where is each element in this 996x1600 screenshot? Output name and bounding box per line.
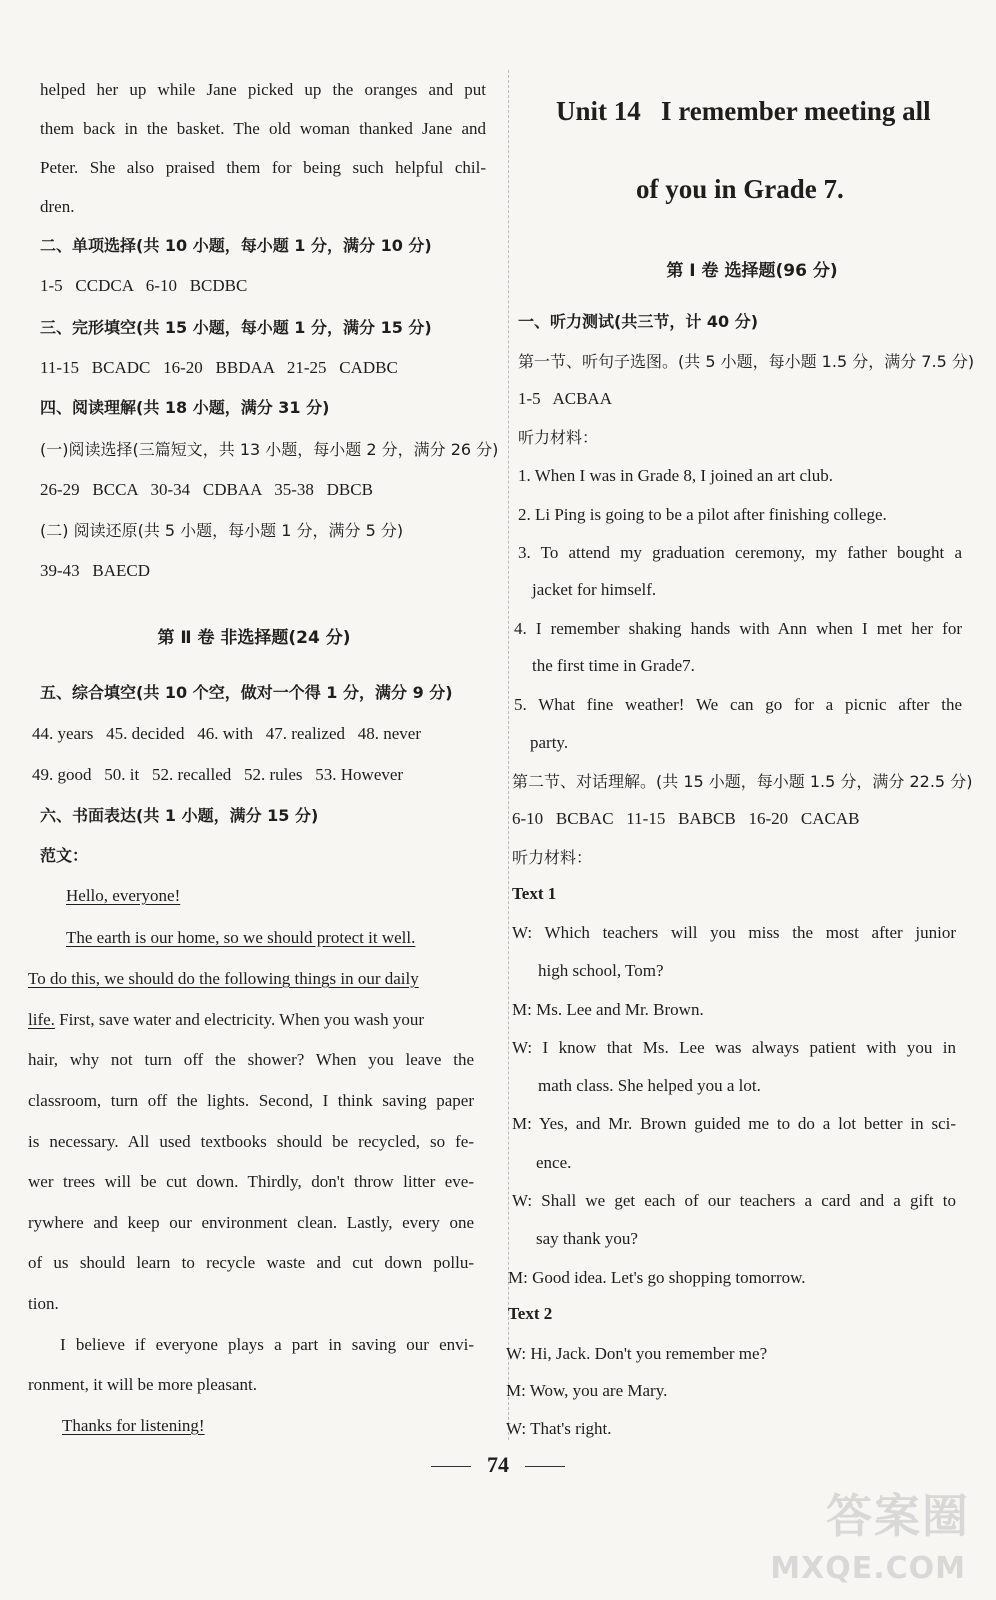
subsection-heading: 第二节、对话理解。(共 15 小题，每小题 1.5 分，满分 22.5 分) xyxy=(512,772,973,791)
essay-line: hair, why not turn off the shower? When you leave the xyxy=(28,1050,474,1069)
dialogue-line-continued: say thank you? xyxy=(536,1229,638,1248)
dialogue-line: W: Hi, Jack. Don't you remember me? xyxy=(506,1344,768,1363)
answer-line: 49. good 50. it 52. recalled 52. rules 53. However xyxy=(32,765,404,784)
sample-essay-label: 范文： xyxy=(40,846,89,865)
story-text-line: helped her up while Jane picked up the oranges and put xyxy=(40,80,486,99)
essay-line: ronment, it will be more pleasant. xyxy=(28,1375,257,1394)
watermark-bottom-text: MXQE.COM xyxy=(770,1551,966,1586)
dash-left xyxy=(431,1466,471,1467)
essay-line xyxy=(28,1010,424,1030)
essay-closing: Thanks for listening! xyxy=(62,1416,205,1435)
listening-material-label: 听力材料： xyxy=(518,428,599,447)
essay-line: classroom, turn off the lights. Second, I think saving paper xyxy=(28,1091,474,1110)
text-label: Text 2 xyxy=(508,1304,553,1323)
listening-item: 1. When I was in Grade 8, I joined an art club. xyxy=(518,466,834,485)
answer-line: 1-5 CCDCA 6-10 BCDBC xyxy=(40,276,248,295)
unit-title-continued: of you in Grade 7. xyxy=(636,174,844,204)
essay-line: wer trees will be cut down. Thirdly, don't throw litter eve- xyxy=(28,1172,474,1191)
dialogue-line: M: Ms. Lee and Mr. Brown. xyxy=(512,1000,704,1019)
listening-item-continued: jacket for himself. xyxy=(532,580,657,599)
story-text-line: Peter. She also praised them for being such helpful chil- xyxy=(40,158,486,177)
section-heading-single-choice: 二、单项选择(共 10 小题，每小题 1 分，满分 10 分) xyxy=(40,236,432,255)
answer-line: 11-15 BCADC 16-20 BBDAA 21-25 CADBC xyxy=(40,358,398,377)
essay-line: of us should learn to recycle waste and cut down pollu- xyxy=(28,1253,474,1272)
dialogue-line-continued: ence. xyxy=(536,1153,572,1172)
page-number xyxy=(0,1452,996,1478)
part-title: 第 Ⅱ 卷 非选择题(24 分) xyxy=(157,628,351,648)
watermark-logo xyxy=(770,1480,970,1590)
essay-line: tion. xyxy=(28,1294,59,1313)
answer-line: 26-29 BCCA 30-34 CDBAA 35-38 DBCB xyxy=(40,480,373,499)
dash-right xyxy=(525,1466,565,1467)
dialogue-line: W: Which teachers will you miss the most after junior xyxy=(512,923,956,942)
answer-line: 1-5 ACBAA xyxy=(518,389,612,408)
dialogue-line: M: Good idea. Let's go shopping tomorrow. xyxy=(508,1268,806,1287)
answer-line: 39-43 BAECD xyxy=(40,561,151,580)
answer-line: 44. years 45. decided 46. with 47. realized 48. never xyxy=(32,724,421,743)
page-number-text: 74 xyxy=(487,1452,509,1477)
part-title: 第 Ⅰ 卷 选择题(96 分) xyxy=(666,261,838,281)
essay-line: I believe if everyone plays a part in saving our envi- xyxy=(60,1335,474,1354)
section-heading-listening: 一、听力测试(共三节，计 40 分) xyxy=(518,312,759,331)
essay-line: To do this, we should do the following things in our daily xyxy=(28,969,419,988)
essay-line-rest: First, save water and electricity. When you wash your xyxy=(54,1010,425,1029)
dialogue-line: W: I know that Ms. Lee was always patient with you in xyxy=(512,1038,956,1057)
dialogue-line: M: Yes, and Mr. Brown guided me to do a lot better in sci- xyxy=(512,1114,956,1133)
story-text-line: them back in the basket. The old woman thanked Jane and xyxy=(40,119,486,138)
listening-item: 2. Li Ping is going to be a pilot after finishing college. xyxy=(518,505,887,524)
listening-item: 4. I remember shaking hands with Ann when I met her for xyxy=(514,619,962,638)
dialogue-line-continued: math class. She helped you a lot. xyxy=(538,1076,761,1095)
text-label: Text 1 xyxy=(512,884,557,903)
dialogue-line-continued: high school, Tom? xyxy=(538,961,664,980)
listening-material-label: 听力材料： xyxy=(512,848,593,867)
watermark-top-text: 答案圈 xyxy=(826,1489,970,1543)
essay-line: rywhere and keep our environment clean. Lastly, every one xyxy=(28,1213,474,1232)
unit-title: Unit 14 I remember meeting all xyxy=(556,96,931,126)
answer-line: 6-10 BCBAC 11-15 BABCB 16-20 CACAB xyxy=(512,809,860,828)
section-heading-cloze: 三、完形填空(共 15 小题，每小题 1 分，满分 15 分) xyxy=(40,318,432,337)
essay-line: is necessary. All used textbooks should be recycled, so fe- xyxy=(28,1132,474,1151)
listening-item-continued: the first time in Grade7. xyxy=(532,656,695,675)
subsection-heading: (二) 阅读还原(共 5 小题，每小题 1 分，满分 5 分) xyxy=(40,521,404,540)
listening-item: 3. To attend my graduation ceremony, my father bought a xyxy=(518,543,962,562)
dialogue-line: W: That's right. xyxy=(506,1419,612,1438)
essay-line: The earth is our home, so we should protect it well. xyxy=(66,928,416,947)
section-heading-writing: 六、书面表达(共 1 小题，满分 15 分) xyxy=(40,806,319,825)
listening-item-continued: party. xyxy=(530,733,569,752)
dialogue-line: W: Shall we get each of our teachers a card and a gift to xyxy=(512,1191,956,1210)
essay-underlined-word: life. xyxy=(28,1010,55,1029)
section-heading-reading: 四、阅读理解(共 18 小题，满分 31 分) xyxy=(40,398,330,417)
story-text-line: dren. xyxy=(40,197,75,216)
subsection-heading: 第一节、听句子选图。(共 5 小题，每小题 1.5 分，满分 7.5 分) xyxy=(518,352,975,371)
subsection-heading: (一)阅读选择(三篇短文，共 13 小题，每小题 2 分，满分 26 分) xyxy=(40,440,499,459)
section-heading-fill: 五、综合填空(共 10 个空，做对一个得 1 分，满分 9 分) xyxy=(40,683,453,702)
dialogue-line: M: Wow, you are Mary. xyxy=(506,1381,668,1400)
listening-item: 5. What fine weather! We can go for a picnic after the xyxy=(514,695,962,714)
essay-greeting: Hello, everyone! xyxy=(66,886,181,905)
